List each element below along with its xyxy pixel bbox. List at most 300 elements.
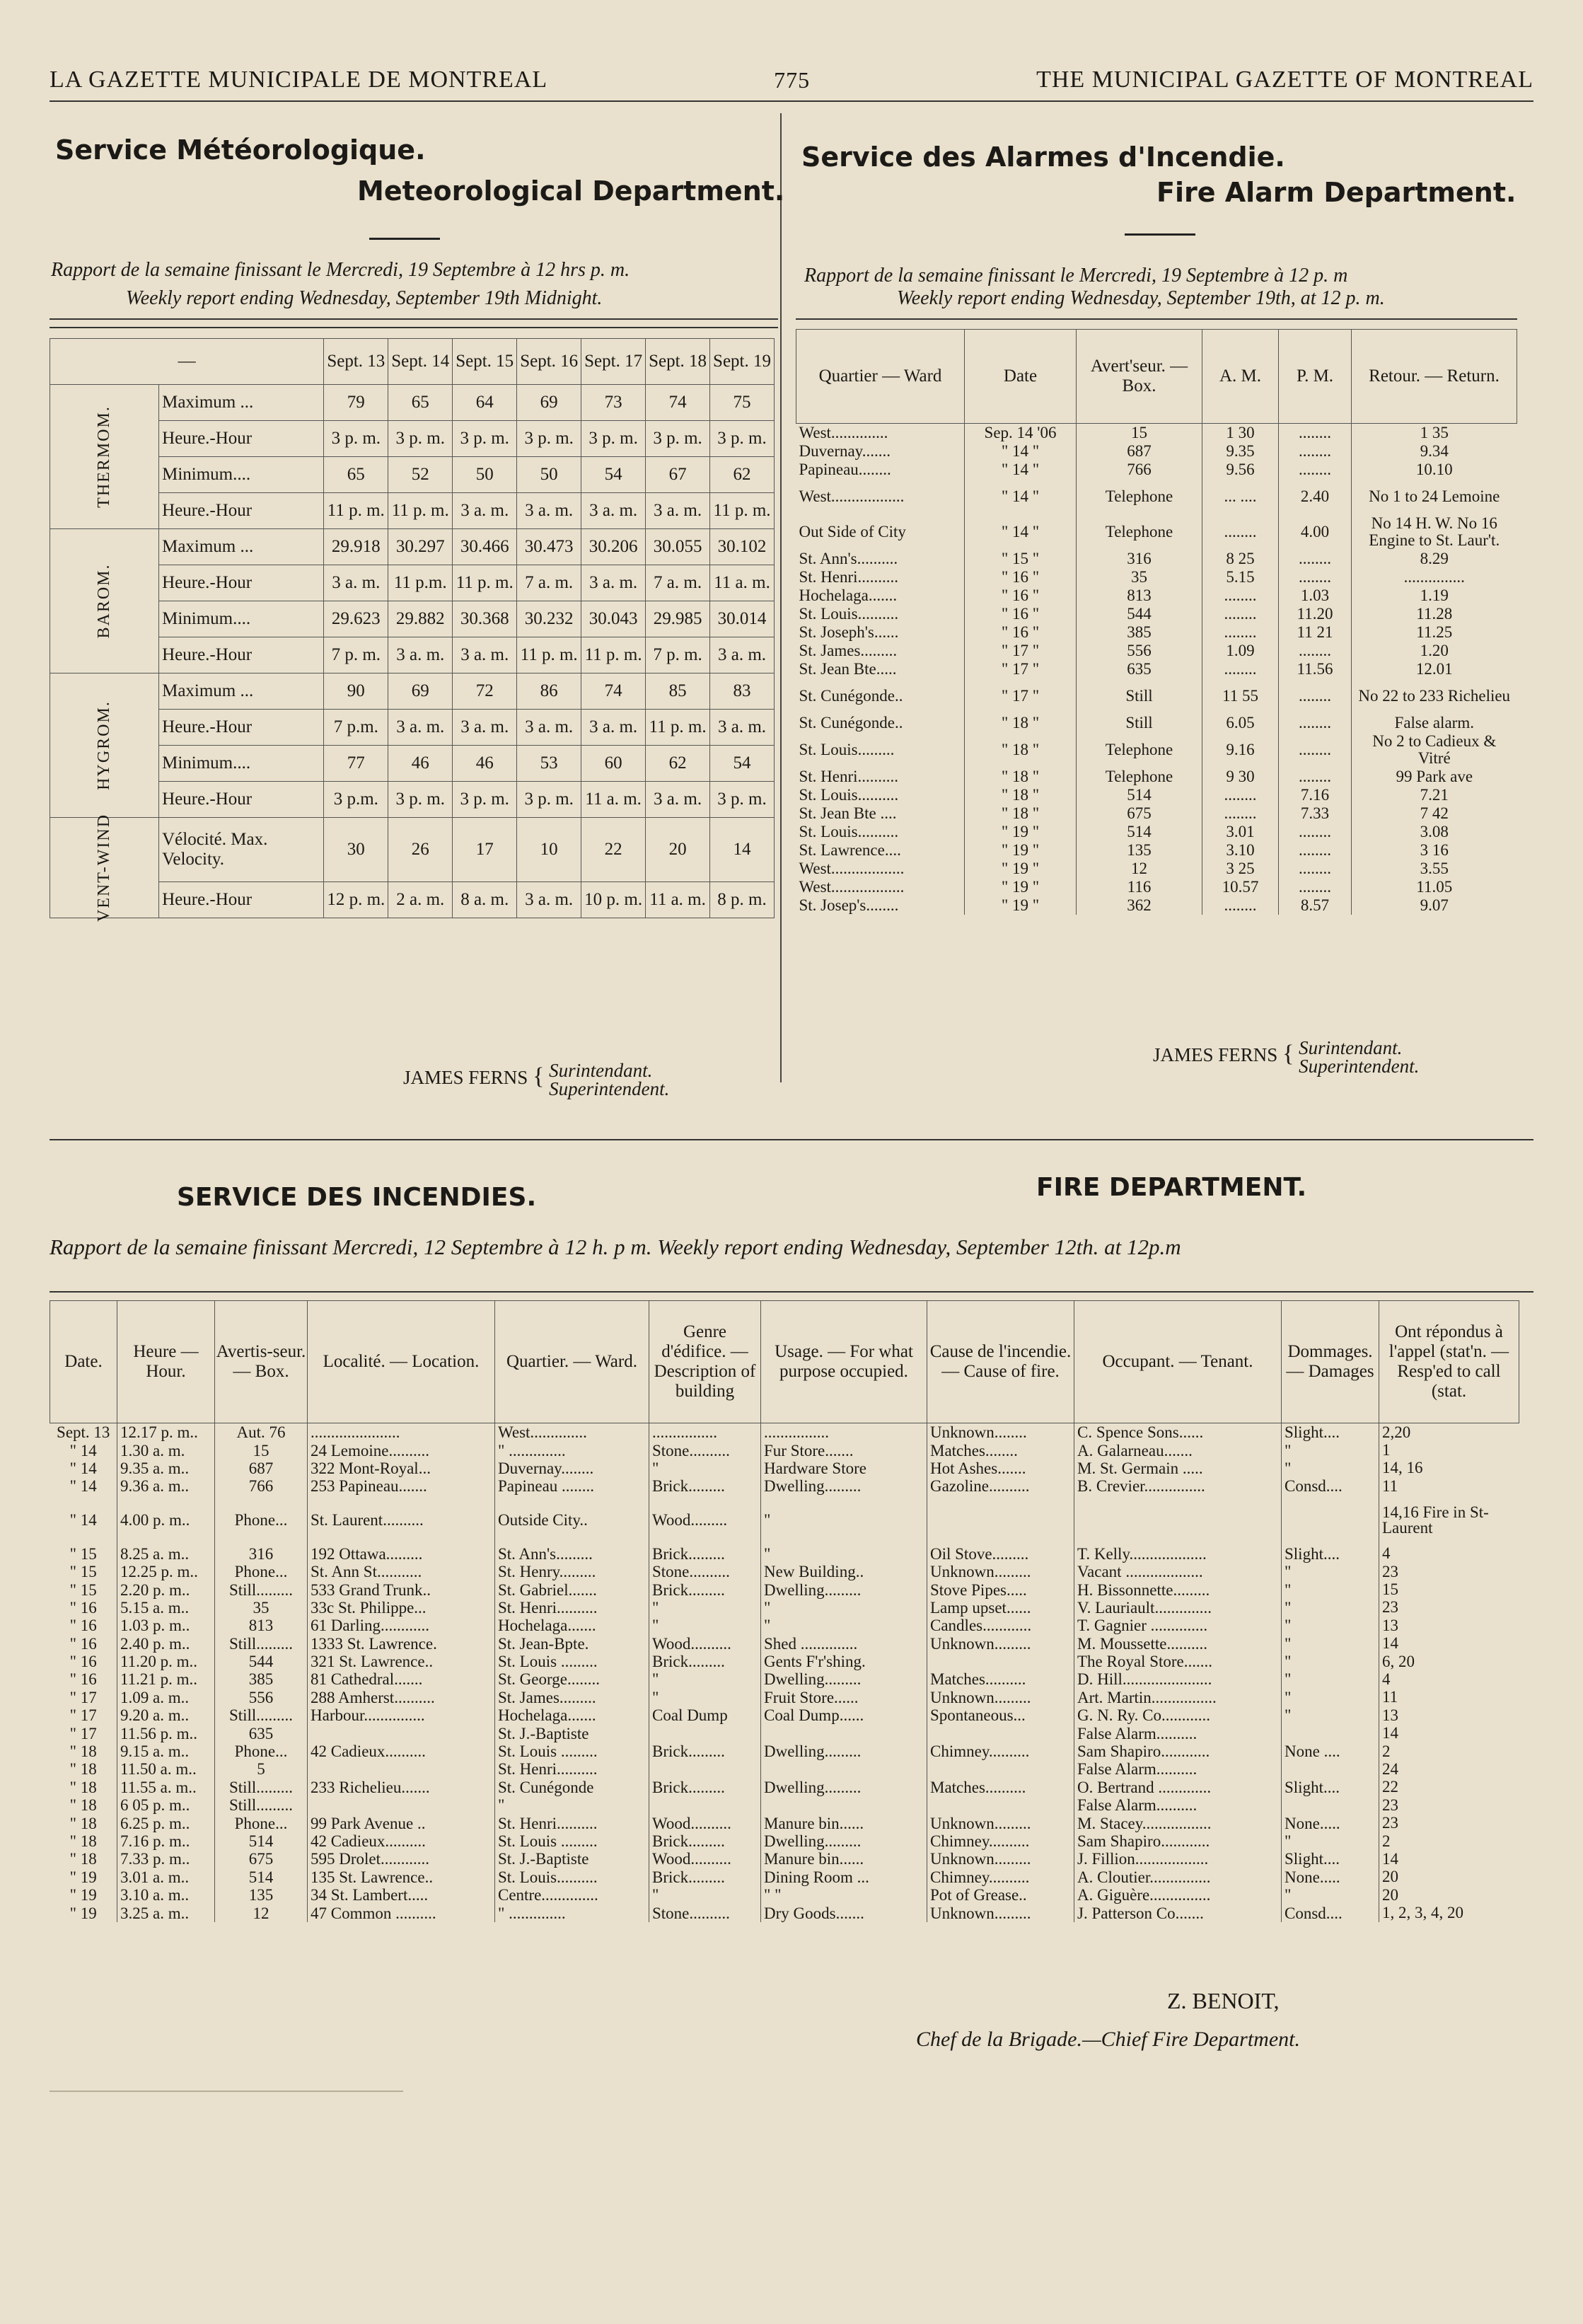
meteo-group-label [50, 813, 159, 923]
fire-cell: 233 Richelieu....... [308, 1779, 495, 1796]
meteo-cell: 11 p. m. [324, 493, 388, 529]
fire-cell: Unknown........ [927, 1423, 1074, 1442]
fire-cell: Slight.... [1282, 1423, 1379, 1442]
meteo-cell: 50 [453, 457, 517, 493]
alarm-cell: St. Louis.......... [799, 786, 899, 804]
alarm-col-pm: P. M. [1279, 330, 1352, 424]
fire-cell [1282, 1496, 1379, 1545]
alarm-row [796, 768, 1517, 786]
meteo-cell: 3 p. m. [581, 421, 646, 457]
meteo-cell: 30.473 [517, 529, 581, 565]
meteo-cell: 73 [581, 385, 646, 421]
alarm-cell: 2.40 [1279, 479, 1352, 514]
fire-cell: Dwelling......... [761, 1779, 927, 1796]
meteo-group-name: HYGROM. [95, 700, 114, 790]
fire-cell: D. Hill...................... [1074, 1670, 1282, 1688]
fire-cell: " " [761, 1886, 927, 1904]
fire-cell: 11 [1379, 1477, 1519, 1495]
meteo-cell: 90 [324, 674, 388, 710]
meteo-corner: — [50, 339, 324, 385]
alarms-header-row [796, 330, 1517, 424]
fire-cell: Hot Ashes....... [927, 1459, 1074, 1477]
meteo-group-name: BAROM. [95, 563, 114, 639]
meteo-cell: 14 [710, 818, 775, 882]
alarm-cell: 11 21 [1279, 623, 1352, 642]
alarm-row [796, 605, 1517, 623]
fire-cell: 99 Park Avenue .. [308, 1814, 495, 1832]
day-header: Sept. 19 [710, 339, 775, 385]
meteo-cell: 30.014 [710, 601, 775, 637]
fire-cell: " 14 [69, 1441, 97, 1459]
header-right: THE MUNICIPAL GAZETTE OF MONTREAL [1036, 67, 1533, 93]
meteo-cell: 11 p.m. [388, 565, 453, 601]
fire-cell: Fruit Store...... [761, 1689, 927, 1706]
meteo-cell: 85 [646, 674, 710, 710]
fire-cell: " 19 [69, 1904, 97, 1922]
alarm-cell: 687 [1077, 442, 1202, 461]
fire-cell: St. Laurent.......... [308, 1496, 495, 1545]
fire-cell: Phone... [215, 1742, 308, 1760]
meteo-cell: 3 a. m. [388, 637, 453, 674]
meteo-cell: 3 p. m. [710, 782, 775, 818]
fire-col-date: Date. [50, 1301, 117, 1423]
fire-cell: Dwelling......... [761, 1477, 927, 1495]
fire-col-location: Localité. — Location. [308, 1301, 495, 1423]
fire-cell [761, 1796, 927, 1814]
fire-cell: 322 Mont-Royal... [308, 1459, 495, 1477]
fire-cell: " 18 [69, 1850, 97, 1868]
alarm-cell: " 18 " [965, 804, 1077, 823]
alarm-cell: ........ [1202, 786, 1279, 804]
meteo-cell: 8 a. m. [453, 882, 517, 918]
fire-cell: 1.09 a. m.. [117, 1689, 215, 1706]
fire-cell: " [1282, 1459, 1379, 1477]
page-number: 775 [774, 67, 811, 93]
fire-cell: " [761, 1545, 927, 1563]
meteo-row-label: Heure.-Hour [159, 710, 324, 746]
alarm-cell: 556 [1077, 642, 1202, 660]
fire-row [50, 1423, 1519, 1442]
fire-cell: Gents F'r'shing. [761, 1653, 927, 1670]
alarm-row [796, 442, 1517, 461]
meteo-cell: 67 [646, 457, 710, 493]
meteo-cell: 65 [324, 457, 388, 493]
alarm-cell: " 17 " [965, 678, 1077, 714]
meteo-cell: 54 [581, 457, 646, 493]
fire-cell [649, 1796, 761, 1814]
alarm-cell: 11 55 [1202, 678, 1279, 714]
fire-cell: 4 [1379, 1545, 1519, 1563]
fire-cell: Phone... [215, 1814, 308, 1832]
fire-cell: 14, 16 [1379, 1459, 1519, 1477]
fire-cell: " 17 [69, 1688, 97, 1706]
meteo-row [50, 782, 775, 818]
alarm-cell: False alarm. [1352, 714, 1517, 732]
meteo-row [50, 457, 775, 493]
meteo-cell: 3 a. m. [453, 493, 517, 529]
fire-cell: 4 [1379, 1670, 1519, 1688]
fire-cell: Lamp upset...... [927, 1599, 1074, 1617]
meteo-row-label: Heure.-Hour [159, 882, 324, 918]
alarm-cell: Still [1077, 714, 1202, 732]
meteo-group-label [50, 674, 159, 818]
fire-cell: Manure bin...... [761, 1814, 927, 1832]
fire-cell: " [1282, 1635, 1379, 1653]
alarm-cell: ........ [1202, 586, 1279, 605]
fire-cell: Outside City.. [495, 1496, 649, 1545]
fire-cell: 23 [1379, 1563, 1519, 1580]
alarm-cell: 11.20 [1279, 605, 1352, 623]
alarm-row [796, 550, 1517, 568]
fire-cell: Fur Store....... [761, 1441, 927, 1459]
fire-cell: " 19 [69, 1886, 97, 1904]
meteo-row-label: Minimum.... [159, 601, 324, 637]
alarm-cell: ........ [1202, 623, 1279, 642]
fire-col-hour: Heure — Hour. [117, 1301, 215, 1423]
fire-signer: Z. BENOIT, [1167, 1988, 1280, 2013]
fire-cell: Papineau ........ [495, 1477, 649, 1495]
meteo-cell: 3 a. m. [710, 710, 775, 746]
fire-cell: 12.25 p. m.. [117, 1563, 215, 1580]
alarm-col-ward: Quartier — Ward [796, 330, 965, 424]
alarm-cell: 12 [1077, 860, 1202, 878]
alarm-cell: 7 42 [1352, 804, 1517, 823]
alarm-cell: St. James......... [799, 642, 898, 659]
page-header [50, 62, 1533, 98]
fire-cell: St. J.-Baptiste [495, 1850, 649, 1868]
fire-cell: " 19 [69, 1868, 97, 1886]
fire-cell: 14 [1379, 1724, 1519, 1742]
meteo-cell: 46 [388, 746, 453, 782]
fire-cell: " [649, 1617, 761, 1634]
meteo-cell: 7 p. m. [324, 637, 388, 674]
fire-cell: 288 Amherst.......... [308, 1689, 495, 1706]
fire-cell: Phone... [215, 1563, 308, 1580]
fire-col-box: Avertis-seur. — Box. [215, 1301, 308, 1423]
fire-cell: " [1282, 1670, 1379, 1688]
fire-cell: 6 05 p. m.. [117, 1796, 215, 1814]
fire-cell: Stone.......... [649, 1441, 761, 1459]
fire-row [50, 1670, 1519, 1688]
alarm-cell: Out Side of City [799, 523, 906, 540]
fire-cell: 35 [215, 1599, 308, 1617]
alarm-cell: 4.00 [1279, 514, 1352, 550]
fire-cell: Wood.......... [649, 1635, 761, 1653]
day-header: Sept. 15 [453, 339, 517, 385]
meteo-row-label: Maximum ... [159, 529, 324, 565]
alarm-cell: " 18 " [965, 768, 1077, 786]
meteo-cell: 3 a. m. [581, 565, 646, 601]
fire-cell: T. Kelly................... [1074, 1545, 1282, 1563]
fire-cell: 2 [1379, 1832, 1519, 1850]
fire-cell: Hochelaga....... [495, 1706, 649, 1724]
fire-cell: 11.20 p. m.. [117, 1653, 215, 1670]
fire-row [50, 1796, 1519, 1814]
alarm-cell: 10.10 [1352, 461, 1517, 479]
fire-cell: 2 [1379, 1742, 1519, 1760]
alarm-cell: 9.34 [1352, 442, 1517, 461]
fire-cell: St. George........ [495, 1670, 649, 1688]
alarm-cell: ... .... [1202, 479, 1279, 514]
fire-cell: ...................... [308, 1423, 495, 1442]
fire-cell: " [1282, 1563, 1379, 1580]
fire-cell: Still......... [215, 1635, 308, 1653]
alarm-cell: ........ [1202, 804, 1279, 823]
fire-cell: " [1282, 1706, 1379, 1724]
fire-cell: " 18 [69, 1814, 97, 1832]
alarm-cell: No 1 to 24 Lemoine [1352, 479, 1517, 514]
alarm-row [796, 642, 1517, 660]
meteo-cell: 3 a. m. [517, 882, 581, 918]
fire-cell: Still......... [215, 1796, 308, 1814]
alarms-signer-title-fr: Surintendant. [1299, 1037, 1403, 1058]
alarm-cell: 514 [1077, 786, 1202, 804]
fire-cell: 635 [215, 1724, 308, 1742]
fire-cell: 675 [215, 1850, 308, 1868]
alarm-cell: 12.01 [1352, 660, 1517, 678]
alarm-cell: 316 [1077, 550, 1202, 568]
meteo-cell: 29.623 [324, 601, 388, 637]
fire-report: Rapport de la semaine finissant Mercredi, 12 Septembre à 12 h. p m. Weekly report ending Wednesday, September 12th. at 12p.m [50, 1235, 1181, 1259]
alarm-cell: " 14 " [965, 461, 1077, 479]
meteo-cell: 30.055 [646, 529, 710, 565]
fire-cell: Unknown......... [927, 1635, 1074, 1653]
alarm-row [796, 514, 1517, 550]
meteo-cell: 86 [517, 674, 581, 710]
alarm-cell: 1.03 [1279, 586, 1352, 605]
alarm-cell: ............... [1352, 568, 1517, 586]
fire-cell: False Alarm.......... [1074, 1796, 1282, 1814]
meteo-row [50, 493, 775, 529]
alarm-row [796, 424, 1517, 443]
alarm-cell: 3.55 [1352, 860, 1517, 878]
meteo-cell: 29.985 [646, 601, 710, 637]
alarm-row [796, 568, 1517, 586]
alarm-cell: " 14 " [965, 514, 1077, 550]
fire-cell: B. Crevier............... [1074, 1477, 1282, 1495]
fire-cell: St. Louis.......... [495, 1868, 649, 1886]
fire-cell [927, 1724, 1074, 1742]
meteo-row-label: Heure.-Hour [159, 493, 324, 529]
alarm-cell: St. Louis.......... [799, 823, 899, 840]
alarm-cell: 813 [1077, 586, 1202, 605]
fire-cell: 5 [215, 1760, 308, 1778]
alarm-row [796, 823, 1517, 841]
fire-row [50, 1724, 1519, 1742]
meteo-row-label: Heure.-Hour [159, 421, 324, 457]
fire-cell: St. Ann St........... [308, 1563, 495, 1580]
meteo-rule [50, 318, 778, 320]
alarm-row [796, 623, 1517, 642]
fire-cell [927, 1760, 1074, 1778]
fire-row [50, 1477, 1519, 1495]
fire-cell [927, 1496, 1074, 1545]
alarm-cell: No 14 H. W. No 16 Engine to St. Laur't. [1352, 514, 1517, 550]
fire-cell: " 14 [69, 1511, 97, 1530]
alarm-cell: 1 30 [1202, 424, 1279, 443]
meteo-cell: 74 [581, 674, 646, 710]
meteo-row [50, 637, 775, 674]
meteo-cell: 3 p. m. [646, 421, 710, 457]
fire-row [50, 1760, 1519, 1778]
meteo-cell: 52 [388, 457, 453, 493]
fire-cell: 9.35 a. m.. [117, 1459, 215, 1477]
day-header: Sept. 17 [581, 339, 646, 385]
alarm-cell: Sep. 14 '06 [965, 424, 1077, 443]
fire-cell: Matches........ [927, 1441, 1074, 1459]
fire-cell: " 18 [69, 1760, 97, 1779]
alarm-cell: 385 [1077, 623, 1202, 642]
fire-cell: Brick......... [649, 1653, 761, 1670]
fire-cell: 2.40 p. m.. [117, 1635, 215, 1653]
fire-cell: None..... [1282, 1868, 1379, 1886]
alarm-cell: Hochelaga....... [799, 586, 898, 604]
alarm-cell: 11.25 [1352, 623, 1517, 642]
fire-cell: Oil Stove......... [927, 1545, 1074, 1563]
fire-cell: Still......... [215, 1580, 308, 1598]
fire-col-ward: Quartier. — Ward. [495, 1301, 649, 1423]
meteo-cell: 11 a. m. [581, 782, 646, 818]
meteo-cell: 46 [453, 746, 517, 782]
fire-cell: Brick......... [649, 1545, 761, 1563]
meteo-cell: 3 a. m. [517, 710, 581, 746]
fire-cell: " [761, 1599, 927, 1617]
fire-cell: 24 Lemoine.......... [308, 1441, 495, 1459]
fire-cell: 1.30 a. m. [117, 1441, 215, 1459]
fire-cell: 316 [215, 1545, 308, 1563]
alarm-cell: ........ [1279, 424, 1352, 443]
fire-cell: M. Stacey................. [1074, 1814, 1282, 1832]
fire-row [50, 1599, 1519, 1617]
meteo-cell: 3 p. m. [324, 421, 388, 457]
fire-cell: Sam Shapiro............ [1074, 1742, 1282, 1760]
fire-cell: Sam Shapiro............ [1074, 1832, 1282, 1850]
alarm-col-return: Retour. — Return. [1352, 330, 1517, 424]
fire-cell: 253 Papineau....... [308, 1477, 495, 1495]
fire-cell: 14 [1379, 1635, 1519, 1653]
fire-cell: 6, 20 [1379, 1653, 1519, 1670]
alarm-row [796, 660, 1517, 678]
fire-cell: 11.56 p. m.. [117, 1724, 215, 1742]
fire-cell: J. Fillion.................. [1074, 1850, 1282, 1868]
fire-cell: " 16 [69, 1634, 97, 1653]
fire-cell: " [649, 1599, 761, 1617]
alarm-cell: ........ [1202, 514, 1279, 550]
meteo-cell: 3 p. m. [453, 782, 517, 818]
fire-cell: Spontaneous... [927, 1706, 1074, 1724]
alarm-cell: ........ [1279, 841, 1352, 860]
alarms-report-en: Weekly report ending Wednesday, September 19th, at 12 p. m. [897, 287, 1385, 309]
fire-cell: Chimney.......... [927, 1868, 1074, 1886]
alarm-cell: 99 Park ave [1352, 768, 1517, 786]
meteo-cell: 22 [581, 818, 646, 882]
alarm-row [796, 586, 1517, 605]
alarm-cell: Papineau........ [799, 461, 891, 478]
alarm-cell: 3 25 [1202, 860, 1279, 878]
fire-cell: " 18 [69, 1778, 97, 1796]
alarm-cell: " 16 " [965, 586, 1077, 605]
meteo-signature: JAMES FERNS { Surintendant. Superintendent. [403, 1060, 670, 1099]
meteo-cell: 11 p. m. [517, 637, 581, 674]
fire-cell: 514 [215, 1832, 308, 1850]
fire-cell: Matches.......... [927, 1779, 1074, 1796]
meteo-cell: 7 a. m. [646, 565, 710, 601]
alarm-cell: St. Jean Bte .... [799, 804, 897, 822]
fire-cell: St. Gabriel....... [495, 1580, 649, 1598]
fire-rule [50, 1291, 1533, 1293]
meteo-row [50, 710, 775, 746]
meteo-cell: 3 a. m. [646, 493, 710, 529]
fire-cell [927, 1653, 1074, 1670]
alarm-cell: ........ [1279, 768, 1352, 786]
meteo-cell: 77 [324, 746, 388, 782]
meteo-cell: 29.882 [388, 601, 453, 637]
column-divider [780, 113, 782, 1082]
meteo-cell: 30.206 [581, 529, 646, 565]
fire-cell: " 14 [69, 1459, 97, 1477]
alarm-cell: ........ [1279, 442, 1352, 461]
fire-cell: St. Henri.......... [495, 1599, 649, 1617]
meteo-row [50, 818, 775, 882]
alarms-title-fr: Service des Alarmes d'Incendie. [801, 141, 1285, 173]
meteo-cell: 54 [710, 746, 775, 782]
fire-cell: 3.01 a. m.. [117, 1868, 215, 1886]
meteo-cell: 3 p. m. [388, 421, 453, 457]
fire-row [50, 1441, 1519, 1459]
fire-cell: Chimney.......... [927, 1742, 1074, 1760]
meteo-cell: 3 a. m. [581, 710, 646, 746]
fire-cell: " [649, 1689, 761, 1706]
fire-cell: St. Henri.......... [495, 1814, 649, 1832]
alarm-cell: 3.10 [1202, 841, 1279, 860]
alarm-row [796, 804, 1517, 823]
fire-cell: Brick......... [649, 1742, 761, 1760]
fire-cell: 20 [1379, 1886, 1519, 1904]
alarm-cell: " 16 " [965, 568, 1077, 586]
fire-cell: 14,16 Fire in St-Laurent [1379, 1496, 1519, 1545]
alarm-cell: ........ [1202, 896, 1279, 915]
fire-cell: St. Henry......... [495, 1563, 649, 1580]
alarm-cell: 8.29 [1352, 550, 1517, 568]
fire-cell: " [495, 1796, 649, 1814]
fire-cell: 7.33 p. m.. [117, 1850, 215, 1868]
alarm-cell: " 18 " [965, 786, 1077, 804]
fire-cell: Wood.......... [649, 1850, 761, 1868]
fire-row [50, 1904, 1519, 1921]
fire-cell: Dry Goods....... [761, 1904, 927, 1921]
meteo-cell: 3 p. m. [388, 782, 453, 818]
fire-cell: 2,20 [1379, 1423, 1519, 1442]
bleed-rule [50, 2091, 403, 2092]
alarm-cell: " 17 " [965, 660, 1077, 678]
fire-cell: 23 [1379, 1796, 1519, 1814]
alarm-cell: ........ [1279, 461, 1352, 479]
fire-cell: 23 [1379, 1599, 1519, 1617]
fire-cell: " [649, 1670, 761, 1688]
alarm-cell: Telephone [1077, 479, 1202, 514]
fire-cell: Unknown......... [927, 1563, 1074, 1580]
meteo-row [50, 421, 775, 457]
fire-cell: St. Louis ......... [495, 1653, 649, 1670]
fire-cell: J. Patterson Co....... [1074, 1904, 1282, 1921]
fire-cell: Aut. 76 [215, 1423, 308, 1442]
meteo-cell: 8 p. m. [710, 882, 775, 918]
fire-cell: 11.21 p. m.. [117, 1670, 215, 1688]
alarm-cell: ........ [1279, 823, 1352, 841]
fire-cell: 544 [215, 1653, 308, 1670]
fire-row [50, 1706, 1519, 1724]
fire-cell: Wood......... [649, 1496, 761, 1545]
